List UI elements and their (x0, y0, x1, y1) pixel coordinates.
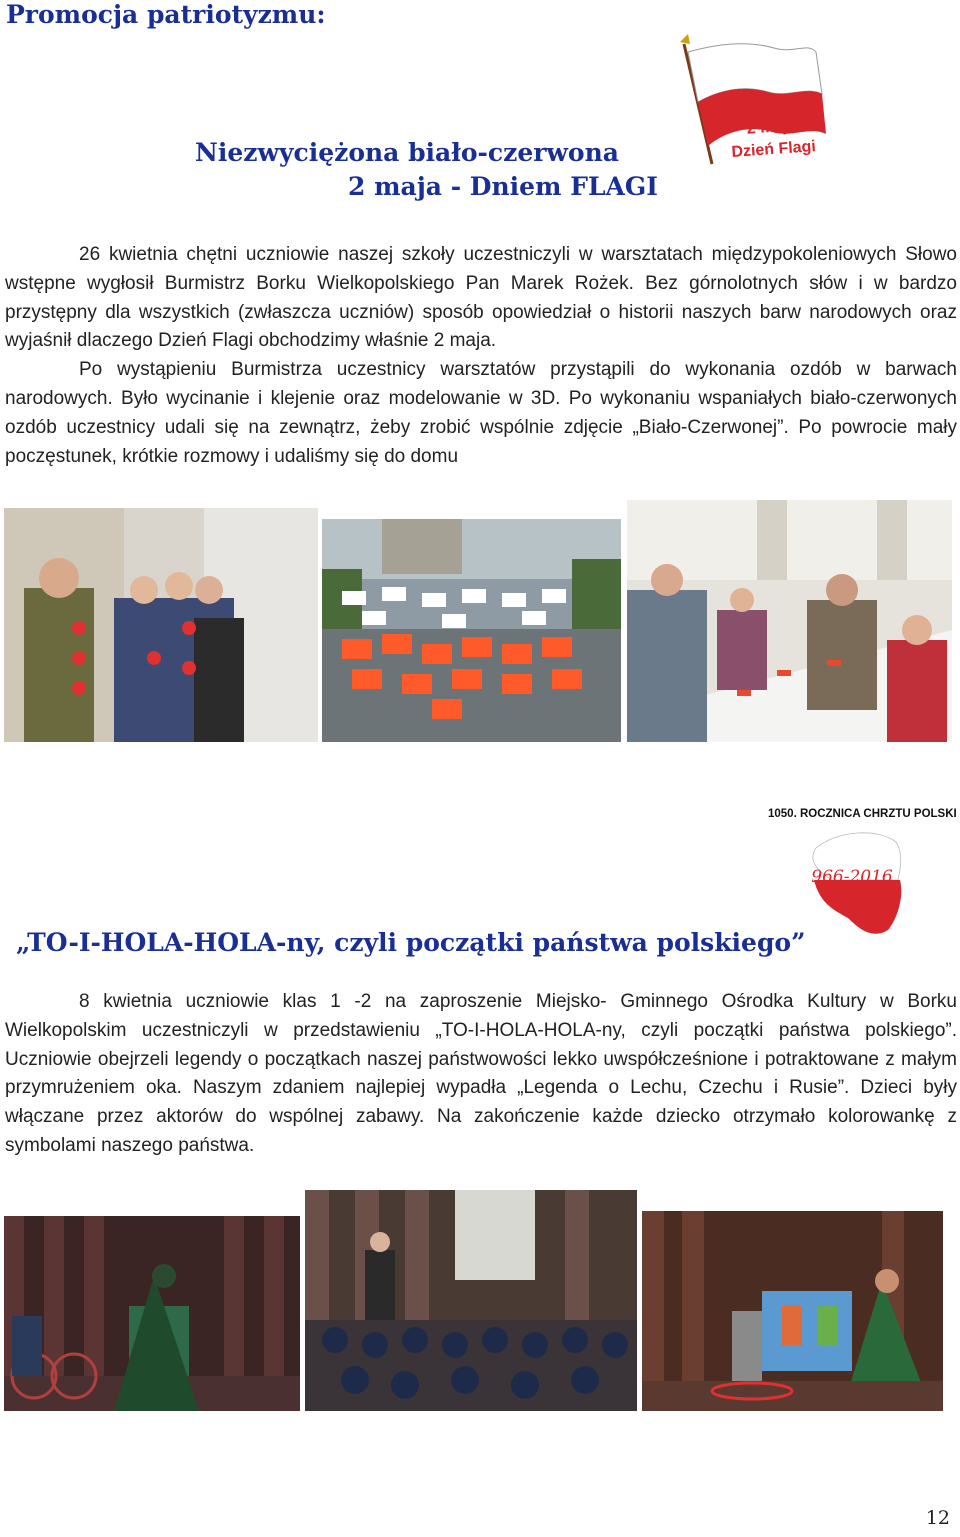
anniversary-logo (768, 808, 958, 948)
article1-title-line1: Niezwyciężona biało-czerwona (195, 138, 619, 167)
photo-flag-formation (322, 519, 621, 742)
page-number: 12 (925, 1507, 950, 1529)
article1-paragraph1: 26 kwietnia chętni uczniowie naszej szkoły uczestniczyli w warsztatach międzypokoleniowych Słowo wstępne wygłosił Burmistrz Borku Wielkopolskiego Pan Marek Rożek. Bez górnolotnych słów i w bardzo przystępny dla wszystkich (zwłaszcza uczniów) sposób opowiedział o historii naszych barw narodowych oraz wyjaśnił dlaczego Dzień Flagi obchodzimy właśnie 2 maja. (5, 244, 957, 352)
article2-paragraph1: 8 kwietnia uczniowie klas 1 -2 na zaproszenie Miejsko- Gminnego Ośrodka Kultury w Borku Wielkopolskim uczestniczyli w przedstawieniu „TO-I-HOLA-HOLA-ny, czyli początki państwa polskiego”. Uczniowie obejrzeli legendy o początkach naszej państwowości lekko uwspółcześnione i potraktowane z małym przymrużeniem oka. Naszym zdaniem najlepiej wypadła „Legenda o Lechu, Czechu i Rusie”. Dzieci były włączane przez aktorów do wspólnej zabawy. Na zakończenie każde dziecko otrzymało kolorowankę z symbolami naszego państwa. (5, 991, 957, 1156)
photo-workshop-tables (627, 500, 952, 742)
photo-workshop-group (4, 508, 318, 742)
article1-paragraph2: Po wystąpieniu Burmistrza uczestnicy warsztatów przystąpili do wykonania ozdób w barwach narodowych. Było wycinanie i klejenie oraz modelowanie w 3D. Po wykonaniu wspaniałych biało-czerwonych ozdób uczestnicy udali się na zewnątrz, żeby zrobić wspólnie zdjęcie „Biało-Czerwonej”. Po powrocie mały poczęstunek, krótkie rozmowy i udaliśmy się do domu (5, 359, 957, 467)
anniversary-years: 966-2016 (811, 867, 893, 887)
article1-body (5, 241, 957, 471)
photo-theatre-actor (4, 1216, 300, 1411)
photo-theatre-stage (642, 1211, 943, 1411)
section-heading: Promocja patriotyzmu: (6, 0, 326, 29)
article2-title: „TO-I-HOLA-HOLA-ny, czyli początki państwa polskiego” (16, 928, 806, 957)
flag-logo-line2: Dzień Flagi (730, 138, 817, 161)
article1-title-line2: 2 maja - Dniem FLAGI (348, 172, 658, 201)
flag-logo-line1: 2 maja (746, 117, 798, 138)
flag-day-logo (676, 34, 826, 194)
article2-body (5, 988, 957, 1161)
photo-theatre-audience (305, 1190, 637, 1411)
anniversary-caption: 1050. ROCZNICA CHRZTU POLSKI (768, 808, 957, 820)
